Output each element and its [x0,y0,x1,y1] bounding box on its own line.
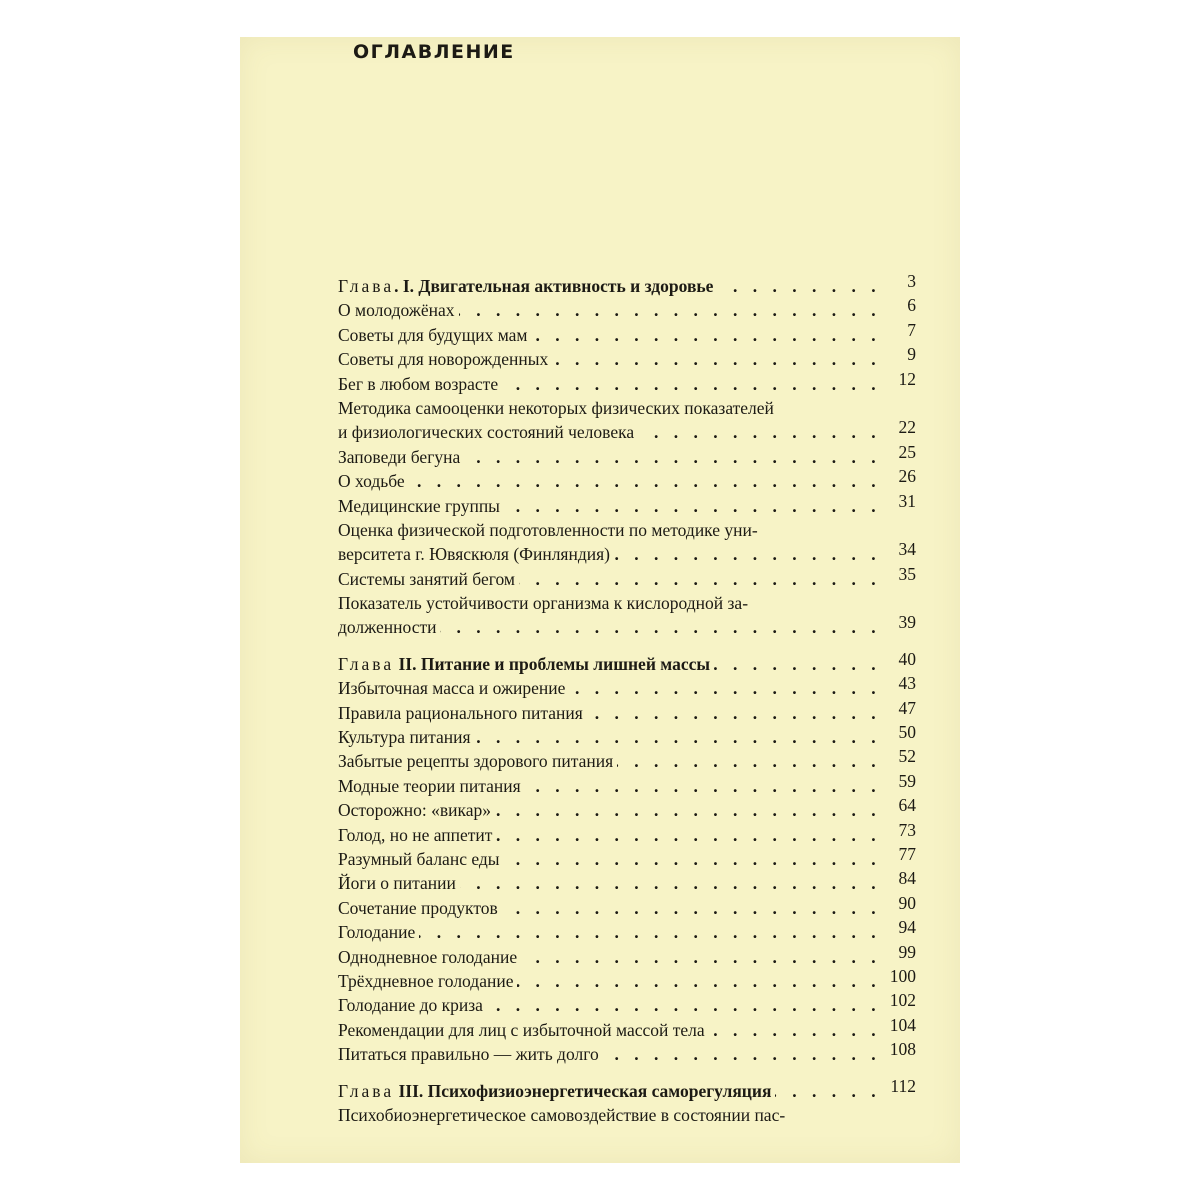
toc-page-number: 77 [898,843,916,864]
toc-entry [338,746,916,773]
toc-page-number: 31 [898,490,916,511]
toc-entry-title [338,569,519,589]
toc-entry-text: Голод, но не аппетит [338,824,493,845]
toc-page-number: 39 [898,612,916,633]
toc-entry-text: Показатель устойчивости организма к кислородной за- [338,593,749,614]
toc-entry-title [338,971,517,991]
toc-entry-text: О ходьбе [338,471,405,492]
toc-entry-text: Однодневное голодание [338,946,518,967]
toc-entry [338,843,916,871]
toc-entry-title [338,374,502,394]
toc-entry [338,917,916,944]
toc-page-number: 6 [907,295,916,316]
toc-entry-text: и физиологических состояний человека [338,422,635,443]
toc-entry-text: Психобиоэнергетическое самовоздействие в состоянии пас- [338,1104,786,1125]
toc-entry-title [338,849,504,869]
toc-entry-title [338,544,614,564]
toc-entry-text: Заповеди бегуна [338,446,461,467]
toc-page-number: 90 [898,892,916,913]
toc-entry-title [338,922,419,942]
toc-entry-text: Йоги о питании [338,873,456,894]
toc-entry [338,770,916,798]
toc-entry-title [338,751,617,771]
toc-entry-text: Избыточная масса и ожирение [338,678,566,699]
toc-entry-title [338,825,496,845]
toc-entry-title [338,1081,775,1101]
toc-page-number: 108 [889,1039,916,1060]
toc-chapter-entry [338,648,916,676]
toc-entry-text: верситета г. Ювяскюля (Финляндия) [338,544,610,565]
section-gap [338,640,916,652]
toc-entry [338,319,916,347]
toc-entry-text: долженности [338,617,437,638]
toc-entry [338,466,916,493]
toc-entry-text: Системы занятий бегом [338,568,515,589]
chapter-label: Глава [338,1080,395,1101]
toc-entry-text: Правила рационального питания [338,702,583,723]
toc-entry-title [338,995,487,1015]
toc-entry [338,941,916,969]
toc-page-number: 52 [898,746,916,767]
toc-page-number: 25 [898,441,916,462]
toc-entry-text: Оценка физической подготовленности по методике уни- [338,519,758,540]
toc-entry-text: Голодание [338,922,416,943]
toc-entry-text: Трёхдневное голодание [338,970,514,991]
toc-entry [338,868,916,895]
toc-page-number: 84 [898,868,916,889]
toc-entry-title [338,1105,789,1125]
toc-entry [338,417,916,444]
toc-entry-title [338,349,552,369]
toc-page-number: 26 [898,466,916,487]
toc-chapter-entry [338,1075,916,1103]
toc-entry-title [338,520,762,540]
toc-entry [338,344,916,371]
toc-page-number: 94 [898,917,916,938]
toc-page-number: 59 [898,770,916,791]
toc-page-number: 43 [898,673,916,694]
toc-entry-text: Методика самооценки некоторых физических показателей [338,397,774,418]
toc-entry-title [338,471,409,491]
toc-entry-text: Бег в любом возрасте [338,373,499,394]
toc-entry [338,819,916,847]
toc-entry [338,563,916,591]
toc-entry-title [338,300,459,320]
toc-entry-text: Забытые рецепты здорового питания [338,751,614,772]
toc-page-number: 3 [907,271,916,291]
toc-entry-text: Сочетание продуктов [338,897,498,918]
page-title: ОГЛАВЛЕНИЕ [353,41,515,63]
chapter-label: Глава [338,276,395,296]
toc-page-number: 100 [889,965,916,986]
toc-entry-text: III. Психофизиоэнергетическая саморегуляция [394,1080,772,1101]
toc-page-number: 99 [898,941,916,962]
toc-entry-title [338,325,532,345]
toc-entry [338,591,916,615]
toc-entry-title [338,947,521,967]
toc-entry-text: . I. Двигательная активность и здоровье [394,276,714,296]
toc-entry [338,490,916,518]
toc-entry-title [338,654,714,674]
toc-page-number: 40 [898,648,916,669]
toc-entry-title [338,398,778,418]
toc-page-number: 112 [890,1075,916,1096]
toc-entry-title [338,1020,709,1040]
toc-page-number: 64 [898,795,916,816]
toc-chapter-entry [338,271,916,298]
toc-entry-title [338,447,464,467]
toc-page-number: 12 [898,368,916,389]
toc-page-number: 35 [898,563,916,584]
toc-entry-text: Рекомендации для лиц с избыточной массой тела [338,1019,705,1040]
toc-entry [338,673,916,700]
toc-entry-text: Советы для будущих мам [338,324,528,345]
toc-page-number: 50 [898,722,916,743]
toc-entry-title [338,727,475,747]
toc-page-number: 34 [898,539,916,560]
toc-entry-text: Советы для новорожденных [338,349,549,370]
section-gap [338,1067,916,1079]
toc-entry-text: Модные теории питания [338,775,521,796]
toc-entry-title [338,276,717,296]
toc-entry [338,368,916,396]
toc-entry [338,612,916,639]
toc-entry-title [338,617,440,637]
toc-entry-text: Осторожно: «викар» [338,800,491,821]
toc-entry [338,396,916,420]
toc-entry [338,1103,916,1127]
toc-page-number: 22 [898,417,916,438]
toc-entry-text: О молодожёнах [338,300,455,321]
toc-entry-title [338,800,495,820]
toc-entry-title [338,593,752,613]
toc-page-number: 104 [889,1014,916,1035]
toc-entry-text: Медицинские группы [338,495,500,516]
toc-entry-title [338,496,504,516]
toc-page-number: 47 [898,697,916,718]
toc-entry-title [338,703,587,723]
toc-page-number: 102 [889,990,916,1011]
toc-page-number: 9 [907,344,916,365]
book-page [240,37,960,1163]
toc-entry-text: Разумный баланс еды [338,848,500,869]
toc-entry [338,722,916,749]
toc-entry-title [338,1044,603,1064]
toc-entry [338,965,916,993]
toc-page-number: 73 [898,819,916,840]
toc-page-number: 7 [907,319,916,340]
toc-entry-title [338,873,460,893]
toc-entry [338,1039,916,1066]
toc-entry-text: II. Питание и проблемы лишней массы [394,653,711,674]
toc-entry [338,539,916,566]
table-of-contents [338,271,916,1127]
toc-entry-title [338,898,502,918]
toc-entry [338,697,916,725]
toc-entry-title [338,776,525,796]
toc-entry [338,795,916,822]
toc-entry [338,1014,916,1042]
toc-entry [338,518,916,542]
toc-entry [338,892,916,920]
toc-entry-text: Культура питания [338,727,471,748]
toc-entry-title [338,678,569,698]
toc-entry-text: Голодание до криза [338,995,483,1016]
toc-entry-text: Питаться правильно — жить долго [338,1044,599,1065]
toc-entry [338,441,916,469]
toc-entry-title [338,422,638,442]
chapter-label: Глава [338,653,395,674]
toc-entry [338,990,916,1017]
toc-entry [338,295,916,322]
